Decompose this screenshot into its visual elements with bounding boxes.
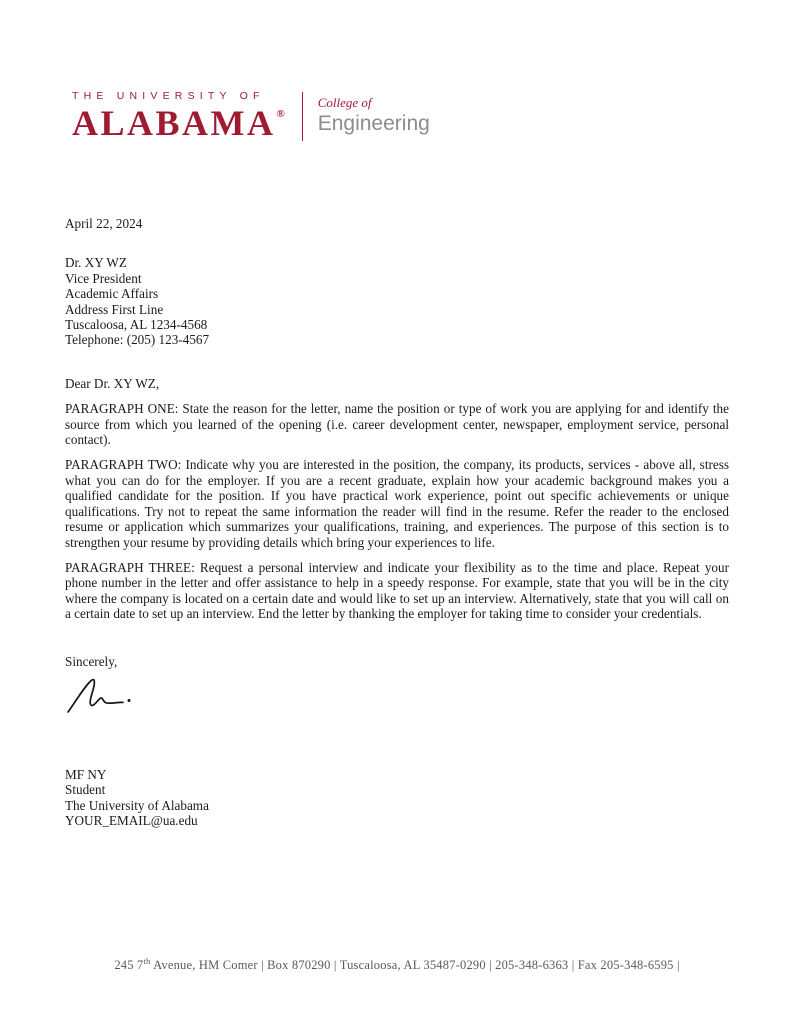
alabama-text: ALABAMA: [72, 103, 276, 143]
sender-email: YOUR_EMAIL@ua.edu: [65, 813, 198, 829]
college-of-text: College of: [317, 95, 372, 111]
footer-address-rest: Avenue, HM Comer | Box 870290 | Tuscaloosa, AL 35487-0290 | 205-348-6363 | Fax 205-348-6595 |: [150, 958, 680, 973]
recipient-address-line: Address First Line: [65, 301, 164, 317]
closing-valediction: Sincerely,: [65, 653, 118, 669]
footer-address-prefix: 245 7: [114, 958, 144, 973]
university-logo-lockup: [72, 90, 430, 143]
sender-organization: The University of Alabama: [65, 797, 209, 813]
ua-wordmark: [72, 90, 285, 143]
recipient-telephone: Telephone: (205) 123-4567: [65, 332, 210, 348]
sender-signature-block: [65, 767, 729, 829]
recipient-city-state-zip: Tuscaloosa, AL 1234-4568: [65, 317, 208, 333]
recipient-name: Dr. XY WZ: [65, 255, 127, 271]
alabama-wordmark: [72, 105, 285, 143]
sender-title: Student: [65, 782, 106, 798]
body-paragraph-two: PARAGRAPH TWO: Indicate why you are interested in the position, the company, its products, services - above all, stress what you can do for the employer. If you are a recent graduate, explain how your academic background makes you a qualified candidate for the position. If you have practical work experience, point out specific achievements or unique qualifications. Try not to repeat the same information the reader will find in the resume. Refer the reader to the enclosed resume or application which summarizes your qualifications, training, and experiences. The purpose of this section is to strengthen your resume by providing details which bring your experiences to life.: [65, 457, 729, 550]
recipient-title: Vice President: [65, 270, 142, 286]
the-university-of-text: THE UNIVERSITY OF: [72, 90, 265, 102]
salutation: Dear Dr. XY WZ,: [65, 375, 160, 391]
handwritten-signature: [65, 675, 729, 715]
recipient-address-block: [65, 255, 729, 347]
signature-scribble-icon: [65, 675, 157, 715]
page-footer-address: [0, 956, 794, 973]
body-paragraph-three: PARAGRAPH THREE: Request a personal interview and indicate your flexibility as to the time and place. Repeat your phone number in the letter and offer assistance to help in a speedy response. For example, state that you will be in the city where the company is located on a certain date and would like to set up an interview. Alternatively, state that you will call on a certain date to set up an interview. End the letter by thanking the employer for taking time to consider your credentials.: [65, 559, 729, 622]
letter-date: April 22, 2024: [65, 216, 143, 231]
recipient-department: Academic Affairs: [65, 286, 159, 302]
footer-ordinal-suffix: th: [143, 956, 151, 966]
engineering-text: Engineering: [317, 112, 430, 136]
logo-divider-line: [302, 92, 303, 141]
registered-trademark-symbol: ®: [276, 108, 285, 120]
letter-content: [65, 216, 729, 829]
body-paragraph-one: PARAGRAPH ONE: State the reason for the letter, name the position or type of work you are applying for and identify the source from which you learned of the opening (i.e. career development center, newspaper, employment service, personal contact).: [65, 401, 729, 448]
college-lockup: [318, 90, 430, 143]
sender-name: MF NY: [65, 766, 107, 782]
